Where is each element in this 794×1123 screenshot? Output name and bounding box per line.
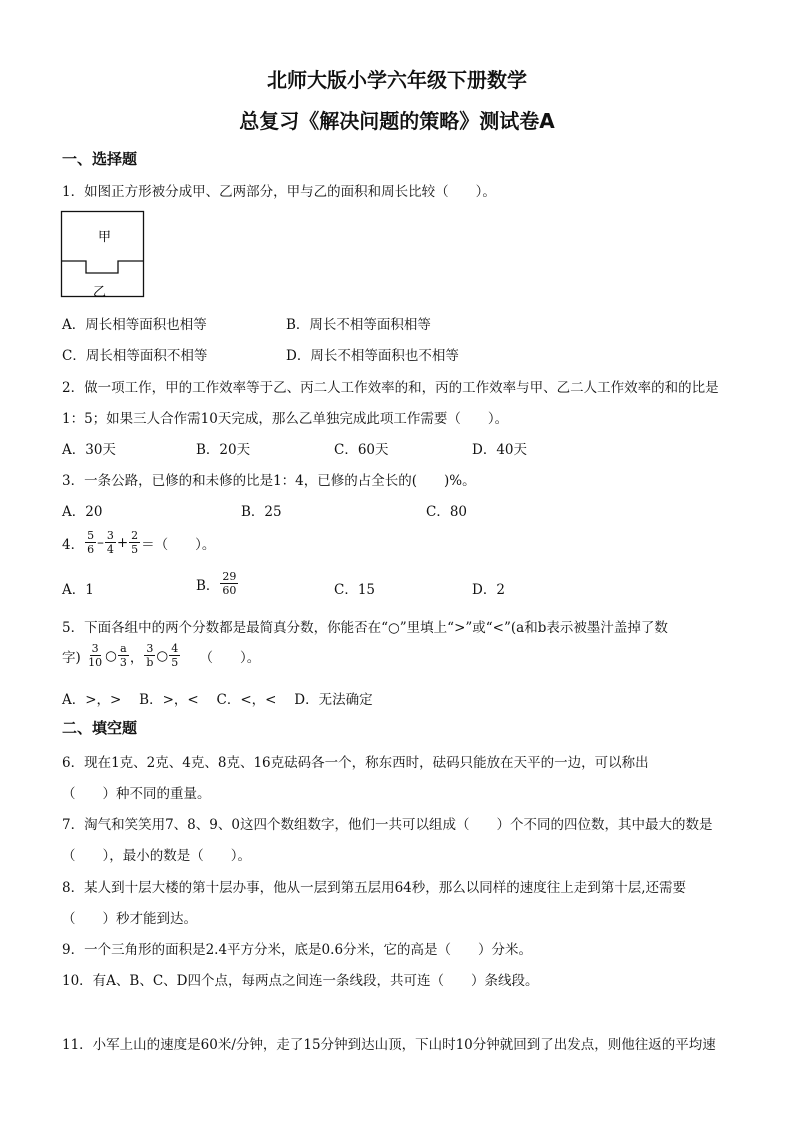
page-title: 北师大版小学六年级下册数学 <box>267 68 527 92</box>
q3-option-a[interactable]: A．20 <box>62 504 103 520</box>
question-3: 3．一条公路，已修的和未修的比是1：4，已修的占全长的( )%。 <box>62 473 476 489</box>
question-6-line1: 6．现在1克、2克、4克、8克、16克砝码各一个，称东西时，砝码只能放在天平的一边，可以称出 <box>62 755 649 771</box>
q2-option-d[interactable]: D．40天 <box>472 442 528 458</box>
q1-option-b[interactable]: B．周长不相等面积相等 <box>286 317 431 333</box>
q2-option-a[interactable]: A．30天 <box>62 442 116 458</box>
q4-option-a[interactable]: A．1 <box>62 582 94 598</box>
fraction: $\frac{4}{5}$ <box>171 642 179 669</box>
question-5-line2: 字) $\frac{3}{10}$ ○ $\frac{a}{3}$ ， $\frac{3}{b}$ ○ $\frac{4}{5}$ （ ）。 <box>62 642 261 669</box>
question-7-line1: 7．淘气和笑笑用7、8、9、0这四个数组数字，他们一共可以组成（ ）个不同的四位数，其中最大的数是 <box>62 817 713 833</box>
q3-option-b[interactable]: B．25 <box>241 504 282 520</box>
q1-option-a[interactable]: A．周长相等面积也相等 <box>62 317 207 333</box>
question-9: 9．一个三角形的面积是2.4平方分米，底是0.6分米，它的高是（ ）分米。 <box>62 942 533 958</box>
fraction: $\frac{3}{4}$ <box>106 529 114 556</box>
q1-option-d[interactable]: D．周长不相等面积也不相等 <box>286 348 459 364</box>
q4-option-b[interactable]: B． $\frac{29}{60}$ <box>196 570 237 597</box>
fraction: $\frac{29}{60}$ <box>222 570 237 597</box>
question-10: 10．有A、B、C、D四个点，每两点之间连一条线段，共可连（ ）条线段。 <box>62 973 539 989</box>
compare-circle[interactable]: ○ <box>156 647 169 664</box>
question-4: 4． $\frac{5}{6}$ – $\frac{3}{4}$ + $\frac{2}{5}$ ＝（ ）。 <box>62 529 216 556</box>
question-2-line1: 2．做一项工作，甲的工作效率等于乙、丙二人工作效率的和，丙的工作效率与甲、乙二人工作效率的和的比是 <box>62 380 719 396</box>
fraction: $\frac{5}{6}$ <box>87 529 95 556</box>
fraction: $\frac{2}{5}$ <box>131 529 139 556</box>
question-11: 11．小军上山的速度是60米/分钟，走了15分钟到达山顶，下山时10分钟就回到了出发点，则他往返的平均速 <box>62 1037 716 1053</box>
q4-option-d[interactable]: D．2 <box>472 582 505 598</box>
question-8-line2: （ ）秒才能到达。 <box>62 911 197 927</box>
q5-options[interactable]: A．>，> B．>，< C．<，< D．无法确定 <box>62 692 373 708</box>
page-subtitle: 总复习《解决问题的策略》测试卷A <box>239 109 555 133</box>
figure-label-jia: 甲 <box>98 230 112 245</box>
question-2-line2: 1：5；如果三人合作需10天完成，那么乙单独完成此项工作需要（ ）。 <box>62 411 509 427</box>
section-heading-fill: 二、填空题 <box>62 719 138 737</box>
fraction: $\frac{3}{10}$ <box>88 642 103 669</box>
fraction: $\frac{a}{3}$ <box>119 642 127 669</box>
section-heading-choice: 一、选择题 <box>62 150 138 168</box>
figure-label-yi: 乙 <box>93 285 107 300</box>
question-1: 1．如图正方形被分成甲、乙两部分，甲与乙的面积和周长比较（ ）。 <box>62 184 496 200</box>
q2-option-b[interactable]: B．20天 <box>196 442 251 458</box>
question-8-line1: 8．某人到十层大楼的第十层办事，他从一层到第五层用64秒，那么以同样的速度往上走到第十层,还需要 <box>62 880 687 896</box>
q1-option-c[interactable]: C．周长相等面积不相等 <box>62 348 208 364</box>
square-figure <box>60 210 146 300</box>
q2-option-c[interactable]: C．60天 <box>334 442 389 458</box>
compare-circle[interactable]: ○ <box>105 647 117 664</box>
q4-option-c[interactable]: C．15 <box>334 582 376 598</box>
fraction: $\frac{3}{b}$ <box>146 642 154 669</box>
question-5-line1: 5．下面各组中的两个分数都是最简真分数，你能否在“○”里填上“>”或“<”(a和b表示被墨汁盖掉了数 <box>62 620 668 636</box>
q3-option-c[interactable]: C．80 <box>426 504 468 520</box>
question-6-line2: （ ）种不同的重量。 <box>62 786 211 802</box>
question-7-line2: （ ），最小的数是（ ）。 <box>62 848 251 864</box>
